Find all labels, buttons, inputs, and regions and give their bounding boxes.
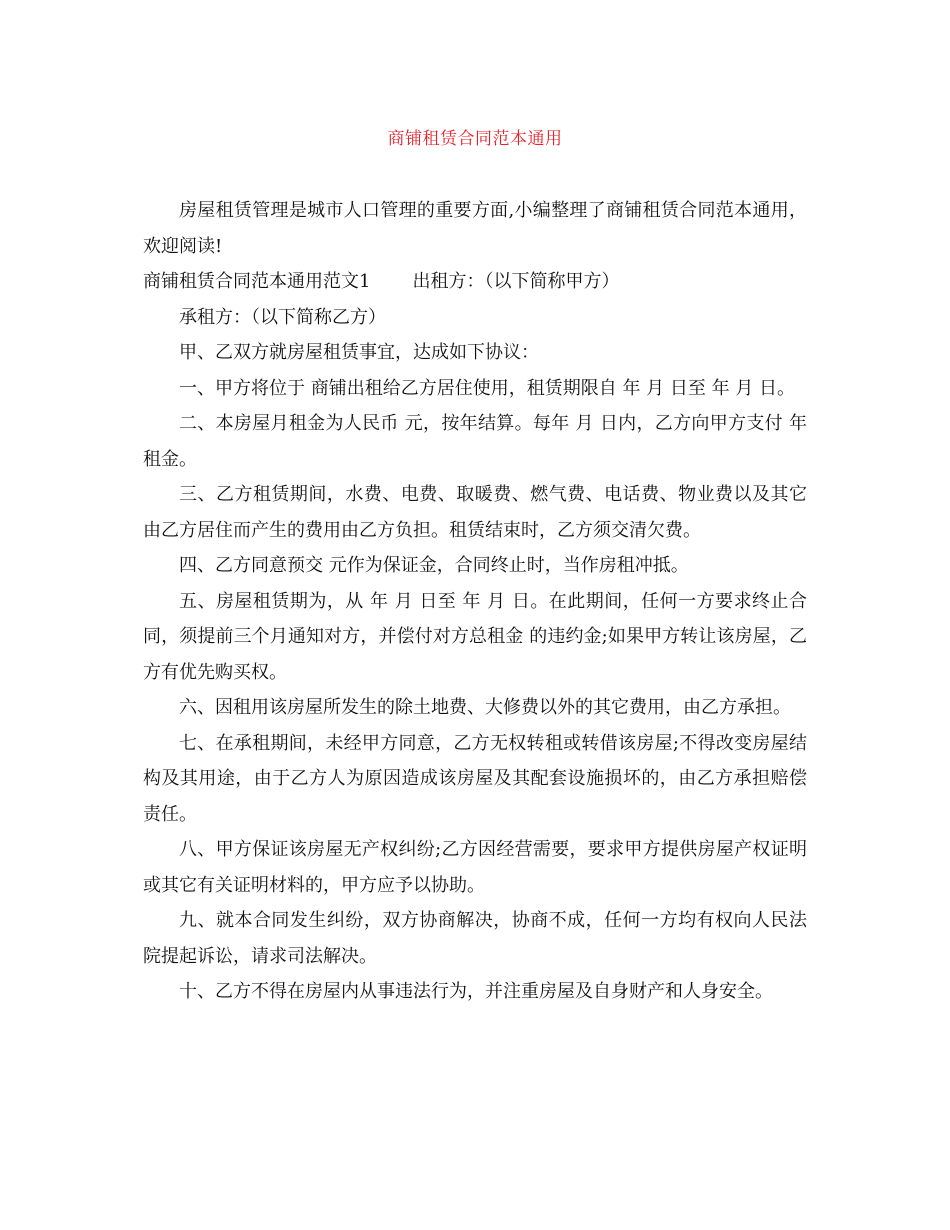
intro-paragraph: 房屋租赁管理是城市人口管理的重要方面,小编整理了商铺租赁合同范本通用，欢迎阅读! <box>143 200 807 257</box>
clause-3: 三、乙方租赁期间，水费、电费、取暖费、燃气费、电话费、物业费以及其它由乙方居住而产生的费用由乙方负担。租赁结束时，乙方须交清欠费。 <box>143 484 807 541</box>
clause-1: 一、甲方将位于 商铺出租给乙方居住使用，租赁期限自 年 月 日至 年 月 日。 <box>179 377 796 399</box>
document-body <box>143 193 807 1010</box>
clause-5: 五、房屋租赁期为，从 年 月 日至 年 月 日。在此期间，任何一方要求终止合同，须提前三个月通知对方，并偿付对方总租金 的违约金;如果甲方转让该房屋，乙方有优先购买权。 <box>143 590 807 683</box>
clause-4: 四、乙方同意预交 元作为保证金，合同终止时，当作房租冲抵。 <box>179 555 689 576</box>
sample-heading-line <box>143 264 807 300</box>
sample-heading: 商铺租赁合同范本通用范文1 <box>143 271 371 292</box>
clause-8: 八、甲方保证该房屋无产权纠纷;乙方因经营需要，要求甲方提供房屋产权证明或其它有关证明材料的，甲方应予以协助。 <box>143 839 807 896</box>
clause-9: 九、就本合同发生纠纷，双方协商解决，协商不成，任何一方均有权向人民法院提起诉讼，请求司法解决。 <box>143 910 807 967</box>
clause-2: 二、本房屋月租金为人民币 元，按年结算。每年 月 日内，乙方向甲方支付 年租金。 <box>143 413 807 470</box>
lessee-line: 承租方：（以下简称乙方） <box>179 306 386 328</box>
lessor-line: 出租方：（以下简称甲方） <box>412 271 620 292</box>
clause-6: 六、因租用该房屋所发生的除土地费、大修费以外的其它费用，由乙方承担。 <box>179 697 791 718</box>
clause-10: 十、乙方不得在房屋内从事违法行为，并注重房屋及自身财产和人身安全。 <box>179 981 773 1002</box>
agreement-intro: 甲、乙双方就房屋租赁事宜，达成如下协议： <box>179 342 539 363</box>
document-title: 商铺租赁合同范本通用 <box>387 129 563 149</box>
clause-7: 七、在承租期间，未经甲方同意，乙方无权转租或转借该房屋;不得改变房屋结构及其用途，由于乙方人为原因造成该房屋及其配套设施损坏的，由乙方承担赔偿责任。 <box>143 732 807 825</box>
